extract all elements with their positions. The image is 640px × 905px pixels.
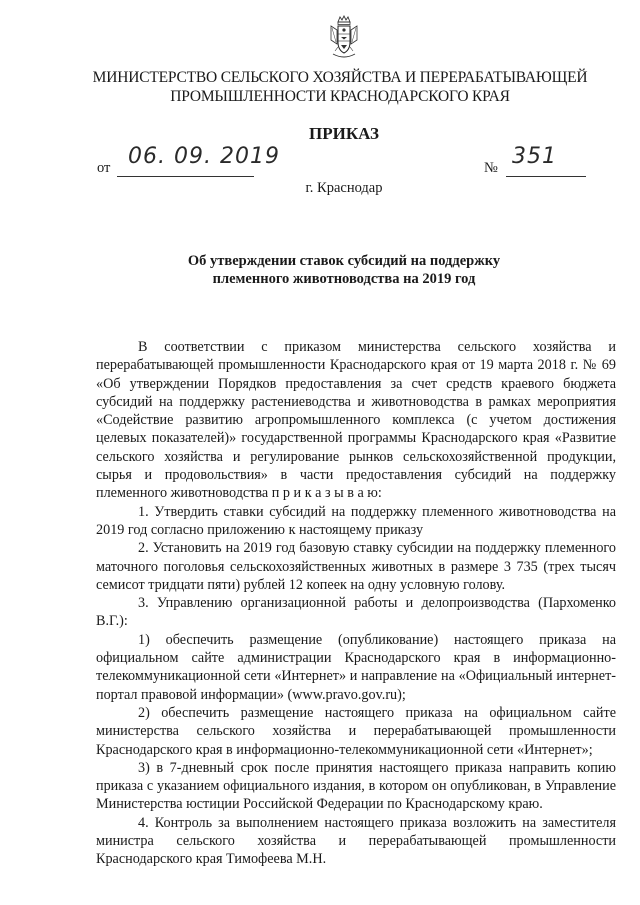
subject-line1: Об утверждении ставок субсидий на поддержку: [187, 253, 501, 269]
body-paragraph: 3) в 7-дневный срок после принятия настоящего приказа направить копию приказа с указанием официального издания, в котором он опубликован, в Управление Министерства юстиции Российской Федерации по Краснодарскому краю.: [96, 759, 616, 813]
body-paragraph: 2) обеспечить размещение настоящего приказа на официальном сайте министерства сельского хозяйства и перерабатывающей промышленности Краснодарского края в информационно-телекоммуникационной сети «Интернет»;: [96, 704, 616, 758]
krasnodar-coat-of-arms-icon: [328, 14, 360, 60]
document-subject: [150, 252, 538, 288]
number-underline: [506, 176, 586, 177]
ministry-name: [60, 68, 620, 106]
body-paragraph: 3. Управлению организационной работы и делопроизводства (Пархоменко В.Г.):: [96, 595, 616, 630]
handwritten-date: 06. 09. 2019: [128, 144, 280, 169]
body-paragraph: В соответствии с приказом министерства сельского хозяйства и перерабатывающей промышленности Краснодарского края от 19 марта 2018 г. № 69 «Об утверждении Порядков предоставления за счет средств краевого бюджета субсидий на поддержку растениеводства и животноводства в рамках мероприятия «Содействие развитию агропромышленного комплекса (с учетом достижения целевых показателей)» государственной программы Краснодарского края «Развитие сельского хозяйства и регулирование рынков сельскохозяйственной продукции, сырья и продовольствия» в части предоставления субсидий на поддержку племенного животноводства п р и к а з ы в а ю:: [96, 339, 616, 502]
ministry-name-line1: МИНИСТЕРСТВО СЕЛЬСКОГО ХОЗЯЙСТВА И ПЕРЕРАБАТЫВАЮЩЕЙ: [92, 69, 588, 86]
body-paragraph: 1) обеспечить размещение (опубликование) настоящего приказа на официальном сайте администрации Краснодарского края в информационно-телекоммуникационной сети «Интернет» и направление на «Официальный интернет-портал правовой информации» (www.pravo.gov.ru);: [96, 631, 616, 703]
date-label: от: [97, 160, 111, 176]
body-paragraph: 2. Установить на 2019 год базовую ставку субсидии на поддержку племенного маточного поголовья сельскохозяйственных животных в размере 3 735 (трех тысяч семисот тридцати пяти) рублей 12 копеек на одну условную голову.: [96, 540, 616, 593]
document-body: [96, 338, 616, 869]
number-label: №: [484, 160, 498, 176]
date-underline: [117, 176, 254, 177]
document-type: ПРИКАЗ: [309, 124, 379, 143]
handwritten-number: 351: [512, 144, 557, 169]
ministry-name-line2: ПРОМЫШЛЕННОСТИ КРАСНОДАРСКОГО КРАЯ: [170, 88, 510, 105]
city-name: г. Краснодар: [305, 180, 383, 196]
body-paragraph: 1. Утвердить ставки субсидий на поддержку племенного животноводства на 2019 год согласно приложению к настоящему приказу: [96, 503, 616, 538]
subject-line2: племенного животноводства на 2019 год: [212, 271, 476, 287]
body-paragraph: 4. Контроль за выполнением настоящего приказа возложить на заместителя министра сельского хозяйства и перерабатывающей промышленности Краснодарского края Тимофеева М.Н.: [96, 814, 616, 868]
